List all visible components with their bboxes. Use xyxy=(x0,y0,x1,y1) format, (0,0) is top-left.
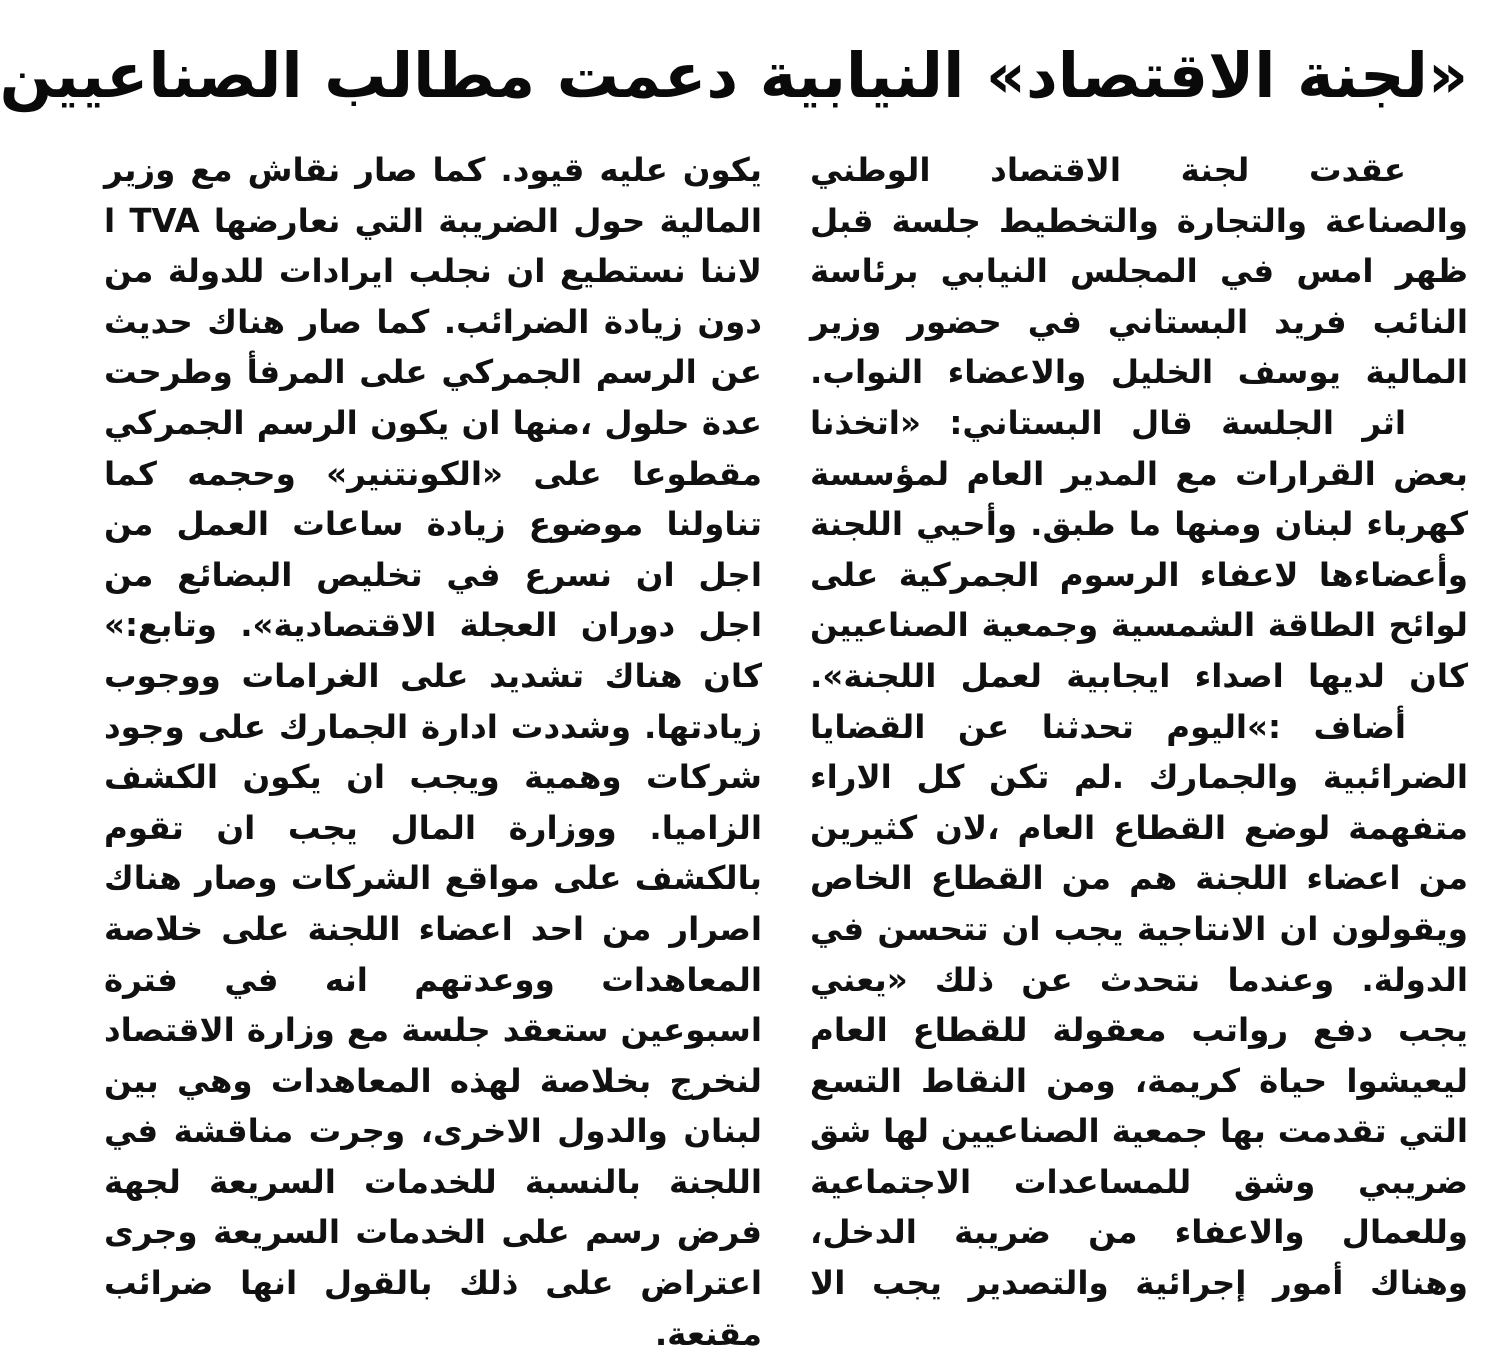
article-body xyxy=(104,145,1468,1353)
paragraph-quote-decisions: اثر الجلسة قال البستاني: «اتخذنا بعض القرارات مع المدير العام لمؤسسة كهرباء لبنان ومنها ما طبق. وأحيي اللجنة وأعضاءها لاعفاء الرسوم الجمركية على لوائح الطاقة الشمسية وجمعية الصناعيين كان لديها اصداء ايجابية لعمل اللجنة». xyxy=(810,403,1468,695)
right-column xyxy=(810,145,1468,1303)
paragraph-added: أضاف :»اليوم تحدثنا عن القضايا الضرائبية والجمارك .لم تكن كل الاراء متفهمة لوضع القطاع العام ،لان كثيرين من اعضاء اللجنة هم من القطاع الخاص ويقولون ان الانتاجية يجب ان تتحسن في الدولة. وعندما نتحدث عن ذلك «يعني يجب دفع رواتب معقولة للقطاع العام ليعيشوا حياة كريمة، ومن النقاط التسع التي تقدمت بها جمعية الصناعيين لها شق ضريبي وشق للمساعدات الاجتماعية وللعمال والاعفاء من ضريبة الدخل، وهناك أمور إجرائية والتصدير يجب الا xyxy=(810,707,1468,1303)
article-headline: «لجنة الاقتصاد» النيابية دعمت مطالب الصناعيين xyxy=(0,39,1468,112)
paragraph-intro: عقدت لجنة الاقتصاد الوطني والصناعة والتجارة والتخطيط جلسة قبل ظهر امس في المجلس النيابي برئاسة النائب فريد البستاني في حضور وزير المالية يوسف الخليل والاعضاء النواب. xyxy=(810,151,1468,392)
paragraph-continuation: يكون عليه قيود. كما صار نقاش مع وزير المالية حول الضريبة التي نعارضها TVA ا لاننا نستطيع ان نجلب ايرادات للدولة من دون زيادة الضرائب. كما صار هناك حديث عن الرسم الجمركي على المرفأ وطرحت عدة حلول ،منها ان يكون الرسم الجمركي مقطوعا على «الكونتنير» وحجمه كما تناولنا موضوع زيادة ساعات العمل من اجل ان نسرع في تخليص البضائع من اجل دوران العجلة الاقتصادية». وتابع:» كان هناك تشديد على الغرامات ووجوب زيادتها. وشددت ادارة الجمارك على وجود شركات وهمية ويجب ان يكون الكشف الزاميا. ووزارة المال يجب ان تقوم بالكشف على مواقع الشركات وصار هناك اصرار من احد اعضاء اللجنة على خلاصة المعاهدات ووعدتهم انه في فترة اسبوعين ستعقد جلسة مع وزارة الاقتصاد لنخرج بخلاصة لهذه المعاهدات وهي بين لبنان والدول الاخرى، وجرت مناقشة في اللجنة بالنسبة للخدمات السريعة لجهة فرض رسم على الخدمات السريعة وجرى اعتراض على ذلك بالقول انها ضرائب مقنعة. xyxy=(104,151,762,1353)
left-column xyxy=(104,145,762,1353)
